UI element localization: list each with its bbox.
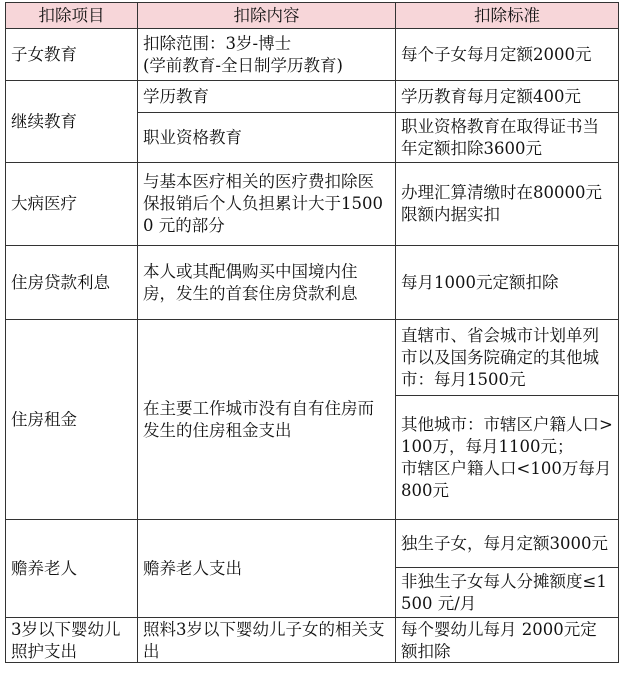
header-item: 扣除项目: [6, 3, 138, 29]
content-child-education: [138, 29, 396, 81]
standard-line: 其他城市：市辖区户籍人口>100万，每月1100元；: [401, 414, 613, 456]
content-mortgage-interest: 本人或其配偶购买中国境内住房，发生的首套住房贷款利息: [138, 246, 396, 320]
deduction-table-container: [5, 2, 619, 663]
item-continuing-education: 继续教育: [6, 81, 138, 163]
standard-infant-care: [396, 618, 619, 663]
standard-infant-care-text: 每个婴幼儿每月 2000元定额扣除: [401, 620, 597, 661]
item-elderly-support: 赡养老人: [6, 520, 138, 618]
content-line: (学前教育-全日制学历教育): [143, 55, 343, 75]
deduction-table: [5, 2, 619, 663]
item-serious-illness: 大病医疗: [6, 163, 138, 246]
table-row: [6, 246, 619, 320]
content-line: 扣除范围：3岁-博士: [143, 33, 292, 53]
item-mortgage-interest: 住房贷款利息: [6, 246, 138, 320]
table-row: [6, 163, 619, 246]
content-infant-care: [138, 618, 396, 663]
content-elderly-support: 赡养老人支出: [138, 520, 396, 618]
table-row: [6, 81, 619, 113]
standard-mortgage-interest: 每月1000元定额扣除: [396, 246, 619, 320]
standard-only-child: 独生子女，每月定额3000元: [396, 520, 619, 568]
content-vocational-education: 职业资格教育: [138, 113, 396, 163]
standard-child-education: 每个子女每月定额2000元: [396, 29, 619, 81]
standard-degree-education: 学历教育每月定额400元: [396, 81, 619, 113]
table-row: [6, 29, 619, 81]
standard-line: 市辖区户籍人口<100万每月800元: [401, 458, 612, 500]
item-infant-care: [6, 618, 138, 663]
table-row: [6, 520, 619, 568]
standard-vocational-education: 职业资格教育在取得证书当年定额扣除3600元: [396, 113, 619, 163]
item-child-education: 子女教育: [6, 29, 138, 81]
item-housing-rent: 住房租金: [6, 320, 138, 520]
standard-rent-other-cities: [396, 396, 619, 520]
item-infant-care-text: 3岁以下婴幼儿照护支出: [11, 620, 121, 661]
standard-non-only-child: 非独生子女每人分摊额度≤1500 元/月: [396, 568, 619, 618]
standard-rent-major-cities: 直辖市、省会城市计划单列市以及国务院确定的其他城市：每月1500元: [396, 320, 619, 396]
table-row: [6, 320, 619, 396]
content-serious-illness: 与基本医疗相关的医疗费扣除医保报销后个人负担累计大于15000 元的部分: [138, 163, 396, 246]
header-content: 扣除内容: [138, 3, 396, 29]
content-infant-care-text: 照料3岁以下婴幼儿子女的相关支出: [143, 620, 385, 661]
header-standard: 扣除标准: [396, 3, 619, 29]
standard-serious-illness: 办理汇算清缴时在80000元限额内据实扣: [396, 163, 619, 246]
header-row: [6, 3, 619, 29]
table-row: [6, 618, 619, 663]
content-degree-education: 学历教育: [138, 81, 396, 113]
content-housing-rent: 在主要工作城市没有自有住房而发生的住房租金支出: [138, 320, 396, 520]
